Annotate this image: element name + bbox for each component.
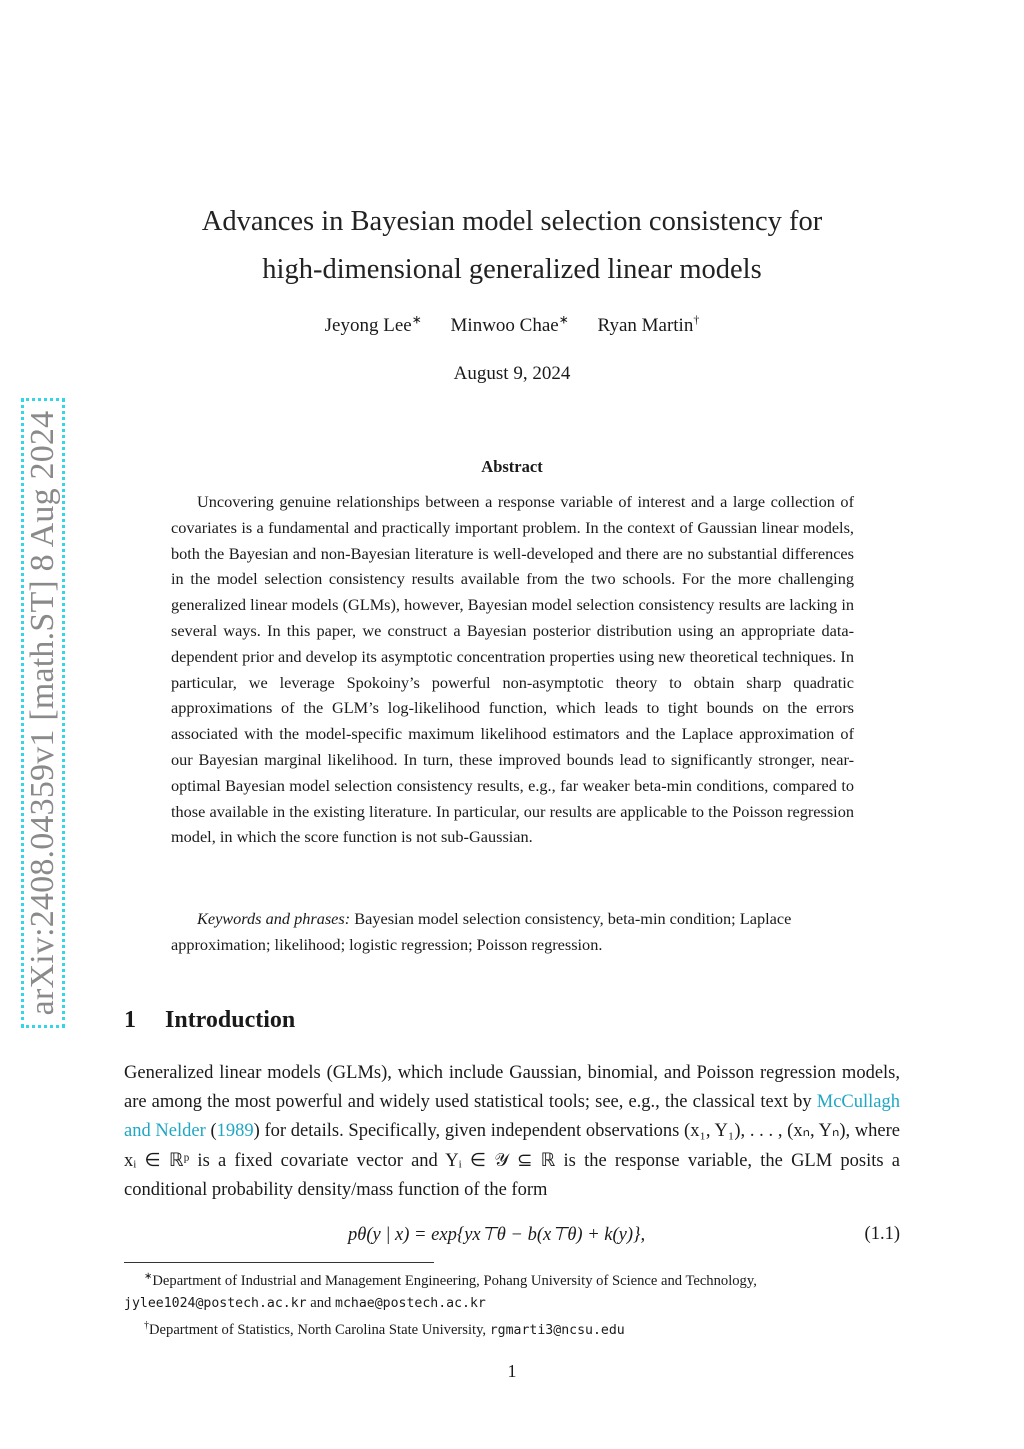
equation-number: (1.1): [864, 1224, 900, 1244]
paper-date: August 9, 2024: [453, 363, 571, 384]
section-title: Introduction: [165, 1007, 296, 1033]
intro-text-b: ) for details. Specifically, given independent observations (x₁, Y₁), . . . , (xₙ, Yₙ), where xᵢ ∈ ℝᵖ is a fixed covariate vector and Yᵢ ∈ 𝒴 ⊆ ℝ is the response variable, the GLM posits a conditional probability density/mass function of the form: [124, 1121, 901, 1200]
abstract-text: Uncovering genuine relationships between a response variable of interest and a large collection of covariates is a fundamental and practically important problem. In the context of Gaussian linear models, both the Bayesian and non-Bayesian literature is well-developed and there are no substantial differences in the model selection consistency results available from the two schools. For the more challenging generalized linear models (GLMs), however, Bayesian model selection consistency results are lacking in several ways. In this paper, we construct a Bayesian posterior distribution using an appropriate data-dependent prior and develop its asymptotic concentration properties using new theoretical techniques. In particular, we leverage Spokoiny’s powerful non-asymptotic theory to obtain sharp quadratic approximations of the GLM’s log-likelihood function, which leads to tight bounds on the errors associated with the model-specific maximum likelihood estimators and the Laplace approximation of our Bayesian marginal likelihood. In turn, these improved bounds lead to significantly stronger, near-optimal Bayesian model selection consistency results, e.g., far weaker beta-min conditions, compared to those available in the existing literature. In particular, our results are applicable to the Poisson regression model, in which the score function is not sub-Gaussian.: [171, 492, 854, 847]
citation-year-link[interactable]: 1989: [216, 1121, 254, 1142]
footnote-1-emails: jylee1024@postech.ac.kr and mchae@postech.ac.kr: [124, 1294, 486, 1311]
citation-authors-link[interactable]: McCullagh and Nelder: [124, 1092, 900, 1142]
title-line-2: high-dimensional generalized linear models: [262, 254, 762, 285]
email-rgmarti[interactable]: rgmarti3@ncsu.edu: [489, 1322, 625, 1338]
author-list: [0, 313, 1024, 337]
author-3: Ryan Martin†: [597, 313, 700, 337]
footnote-rule: [124, 1262, 434, 1263]
abstract-heading: Abstract: [481, 457, 543, 476]
email-mchae[interactable]: mchae@postech.ac.kr: [335, 1295, 486, 1311]
intro-text-a: Generalized linear models (GLMs), which include Gaussian, binomial, and Poisson regression models, are among the most powerful and widely used statistical tools; see, e.g., the classical text by: [124, 1063, 900, 1113]
author-1: Jeyong Lee∗: [324, 313, 422, 337]
keywords-label: Keywords and phrases:: [197, 909, 351, 928]
footnote-2: †Department of Statistics, North Carolina State University, rgmarti3@ncsu.edu: [144, 1319, 625, 1338]
intro-paragraph: [124, 1059, 900, 1205]
paper-title: [0, 198, 1024, 294]
page-number: 1: [507, 1361, 517, 1381]
keywords-text: Bayesian model selection consistency, beta-min condition; Laplace approximation; likelihood; logistic regression; Poisson regression.: [171, 909, 792, 954]
footnote-1: ∗Department of Industrial and Management Engineering, Pohang University of Science and Technology,: [144, 1271, 757, 1289]
equation-formula: pθ(y | x) = exp{yx⊤θ − b(x⊤θ) + k(y)},: [348, 1225, 646, 1245]
section-heading: [124, 1007, 295, 1034]
citation-paren: (: [205, 1121, 217, 1142]
section-number: 1: [124, 1007, 136, 1033]
arxiv-stamp: arXiv:2408.04359v1 [math.ST] 8 Aug 2024: [24, 410, 61, 1016]
title-line-1: Advances in Bayesian model selection consistency for: [201, 206, 823, 237]
abstract-body: [171, 489, 854, 850]
author-2: Minwoo Chae∗: [450, 313, 569, 337]
email-jylee[interactable]: jylee1024@postech.ac.kr: [124, 1295, 307, 1311]
footnotes: [124, 1266, 900, 1342]
keywords: [171, 906, 861, 958]
